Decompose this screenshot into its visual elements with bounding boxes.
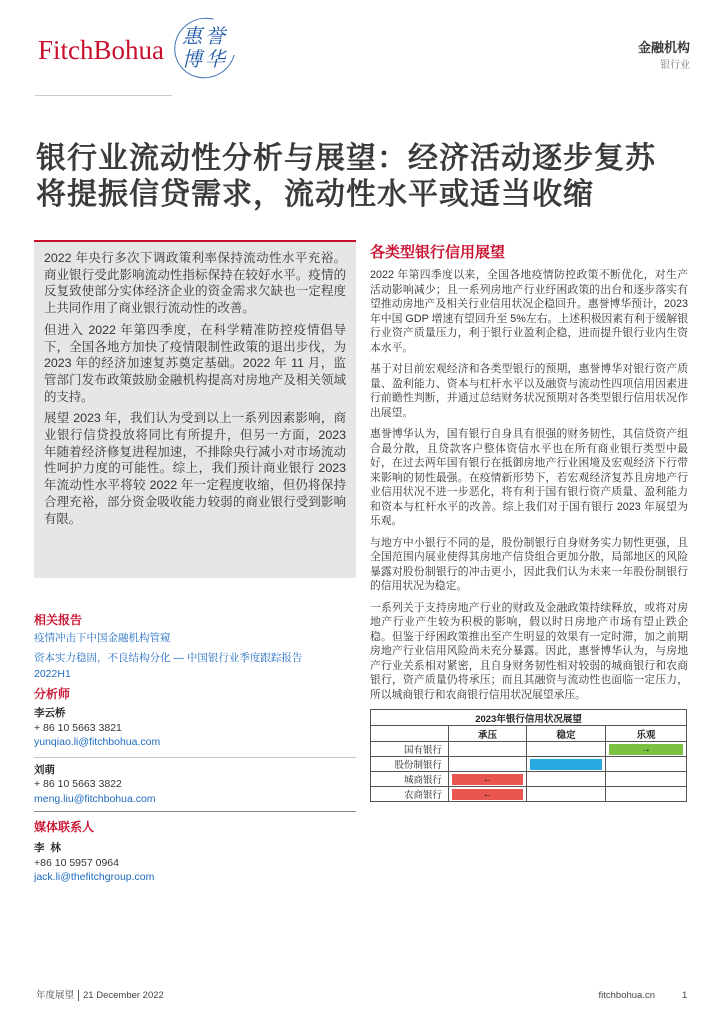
outlook-paragraph: 与地方中小银行不同的是，股份制银行自身财务实力韧性更强，且全国范围内展业使得其房地产信贷组合更加分散，局部地区的风险暴露对股份制银行的冲击更小，因此我们认为未来一年股份制银行的信用状况为稳定。 — [370, 536, 688, 592]
outlook-fill — [530, 759, 602, 770]
outlook-table-body — [371, 742, 687, 802]
contact-name: 刘萌 — [34, 763, 55, 776]
summary-paragraph: 展望 2023 年，我们认为受到以上一系列因素影响，商业银行信贷投放将同比有所提升，但另一方面，2023 年随着经济修复进程加速，不排除央行减小对市场流动性呵护力度的可能性。综上，我们预计商业银行 2023 年流动性水平将较 2022 年一定程度收缩，但仍将保持合理充裕，部分资金吸收能力较弱的商业银行受到影响有限。 — [44, 411, 346, 526]
table-title-row — [371, 710, 687, 726]
contact-card — [34, 841, 356, 885]
outlook-fill — [609, 744, 683, 755]
outlook-table-head — [371, 710, 687, 742]
summary-paragraph: 2022 年央行多次下调政策利率保持流动性水平充裕。商业银行受此影响流动性指标保持在较好水平。疫情的反复致使部分实体经济企业的资金需求欠缺也一定程度上共同作用了商业银行流动性的改善。 — [44, 251, 346, 316]
credit-outlook-heading: 各类型银行信用展望 — [370, 244, 506, 261]
logo-cn-line2: 博华 — [182, 47, 228, 71]
chinese-logo-stamp — [174, 18, 236, 78]
contact-card — [34, 706, 356, 750]
outlook-cell — [606, 742, 687, 757]
table-column-header: 稳定 — [527, 726, 606, 742]
outlook-cell — [527, 772, 606, 787]
related-report-link[interactable]: 疫情冲击下中国金融机构管窥 — [34, 632, 171, 644]
header-divider — [35, 95, 172, 96]
contact-email-link[interactable]: jack.li@thefitchgroup.com — [34, 871, 155, 883]
outlook-arrow: ← — [482, 788, 493, 800]
outlook-row — [371, 787, 687, 802]
page-number: 1 — [682, 990, 688, 1001]
outlook-cell — [527, 757, 606, 772]
media-contacts-heading: 媒体联系人 — [34, 820, 95, 834]
outlook-arrow: ← — [482, 773, 493, 785]
media-separator — [34, 811, 356, 812]
outlook-arrow: → — [641, 743, 651, 755]
related-report-link[interactable]: 资本实力稳固，不良结构分化 — 中国银行业季度跟踪报告 2022H1 — [34, 652, 303, 680]
outlook-row — [371, 742, 687, 757]
outlook-row — [371, 772, 687, 787]
outlook-paragraph: 惠誉博华认为，国有银行自身具有很强的财务韧性，其信贷资产组合最分散，且贷款客户整体资信水平也在所有商业银行类型中最好，在过去两年国有银行在抵御房地产行业困境及宏观经济下行带来影响的韧性最强。在疫情新形势下，若宏观经济复苏且房地产行业信用状况不进一步恶化，将有利于国有银行资产质量、盈利能力和资本与杠杆水平的改善。综上我们对于国有银行 2023 年展望为乐观。 — [370, 428, 688, 527]
contact-phone: + 86 10 5663 3822 — [34, 778, 122, 790]
sidebar-contacts — [34, 612, 356, 885]
outlook-cell — [527, 787, 606, 802]
title-line-1: 银行业流动性分析与展望：经济活动逐步复苏 — [36, 142, 656, 175]
table-column-header: 乐观 — [606, 726, 687, 742]
outlook-fill — [452, 789, 523, 800]
logo-cn-line1: 惠誉 — [182, 24, 228, 48]
contact-phone: +86 10 5957 0964 — [34, 856, 119, 869]
outlook-cell — [449, 757, 527, 772]
footer-report-info — [36, 990, 164, 1002]
credit-outlook-body — [370, 268, 688, 702]
outlook-row — [371, 757, 687, 772]
outlook-cell — [449, 772, 527, 787]
bank-type-label: 国有银行 — [371, 742, 449, 757]
table-corner-cell — [371, 726, 449, 742]
outlook-paragraph: 2022 年第四季度以来，全国各地疫情防控政策不断优化，对生产活动影响减少；且一系列房地产行业纾困政策的出台和逐步落实有望推动房地产及相关行业信用状况企稳回升。惠誉博华预计，2023 年中国 GDP 增速有望回升至 5%左右。上述积极因素有利于缓解银行业资产质量压力，利于银行业盈利企稳，进而提升银行业内生资本水平。 — [370, 269, 688, 354]
table-column-header: 承压 — [449, 726, 527, 742]
contact-name: 李 林 — [34, 842, 61, 854]
sector-label: 金融机构 — [637, 40, 690, 55]
contact-email-link[interactable]: meng.liu@fitchbohua.com — [34, 792, 156, 805]
credit-outlook-section — [370, 244, 688, 802]
bank-type-label: 股份制银行 — [371, 757, 449, 772]
summary-body — [44, 250, 346, 527]
table-header-row — [371, 726, 687, 742]
outlook-cell — [527, 742, 606, 757]
media-contact-list — [34, 841, 356, 885]
outlook-cell — [606, 772, 687, 787]
title-line-2: 将提振信贷需求，流动性水平或适当收缩 — [36, 178, 594, 211]
contact-email-link[interactable]: yunqiao.li@fitchbohua.com — [34, 736, 161, 748]
analyst-list — [34, 706, 356, 806]
subsector-label: 银行业 — [660, 60, 690, 71]
outlook-cell — [606, 757, 687, 772]
footer-report-type: 年度展望 — [36, 990, 79, 1001]
outlook-cell — [606, 787, 687, 802]
related-reports-list — [34, 630, 324, 682]
summary-box — [34, 240, 356, 578]
contact-phone: + 86 10 5663 3821 — [34, 721, 122, 734]
analysts-heading: 分析师 — [34, 687, 71, 701]
bank-type-label: 城商银行 — [371, 772, 449, 787]
table-title: 2023年银行信用状况展望 — [371, 710, 687, 726]
outlook-paragraph: 一系列关于支持房地产行业的财政及金融政策持续释放，或将对房地产行业产生较为积极的影响，假以时日房地产市场有望止跌企稳。但鉴于纾困政策推出至产生明显的效果有一定时滞，加之前期房地产行业信用风险尚未充分暴露。因此，惠誉博华认为，与房地产行业关系相对紧密，且自身财务韧性相对较弱的城商银行和农商银行，资产质量仍将承压；而且其融资与流动性也面临一定压力，所以城商银行和农商银行信用状况展望承压。 — [370, 601, 688, 701]
fitchbohua-logo: FitchBohua — [38, 35, 164, 65]
outlook-cell — [449, 742, 527, 757]
contact-card — [34, 763, 356, 807]
contact-name: 李云桥 — [34, 707, 66, 719]
outlook-table — [370, 709, 687, 802]
bank-type-label: 农商银行 — [371, 787, 449, 802]
contact-separator — [34, 757, 356, 758]
report-title — [36, 141, 716, 213]
summary-paragraph: 但进入 2022 年第四季度，在科学精准防控疫情倡导下，全国各地方加快了疫情限制性政策的退出步伐，为 2023 年的经济加速复苏奠定基础。2022 年 11 月，监管部门发布政策鼓励金融机构提高对房地产及相关领域的支持。 — [44, 322, 346, 404]
footer-date: 21 December 2022 — [83, 990, 164, 1001]
outlook-paragraph: 基于对目前宏观经济和各类型银行的预期，惠誉博华对银行资产质量、盈利能力、资本与杠杆水平以及融资与流动性四项信用因素进行前瞻性判断，并通过总结财务状况预期对各类型银行信用状况作出展望。 — [370, 363, 688, 419]
outlook-cell — [449, 787, 527, 802]
footer-website: fitchbohua.cn — [598, 990, 655, 1001]
related-reports-heading: 相关报告 — [34, 613, 83, 627]
outlook-fill — [452, 774, 523, 785]
